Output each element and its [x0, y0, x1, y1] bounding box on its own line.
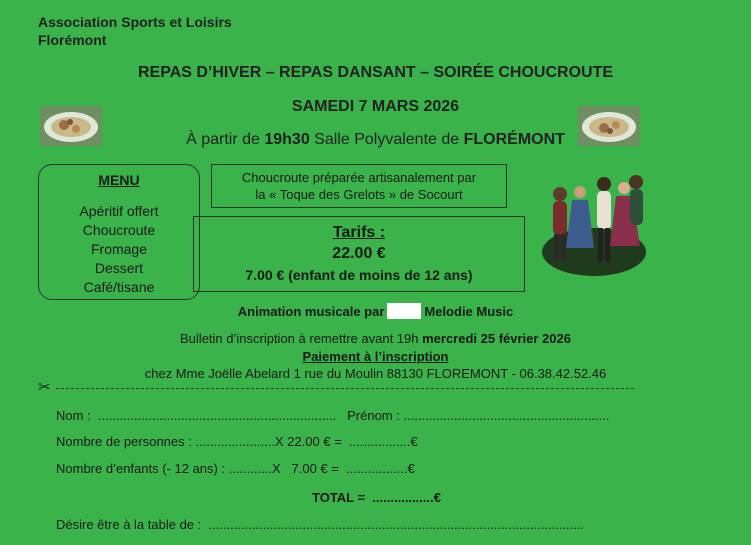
scissors-icon: ✂ — [38, 379, 51, 396]
food-plate-image-left — [40, 106, 102, 146]
menu-item: Dessert — [94, 260, 144, 276]
form-total-line[interactable] — [312, 490, 441, 505]
price-child: 7.00 € (enfant de moins de 12 ans) — [245, 267, 473, 283]
menu-item: Fromage — [90, 241, 148, 257]
registration-deadline — [0, 331, 751, 346]
form-children-line[interactable]: Nombre d’enfants (- 12 ans) : ............X 7.00 € = .................€ — [56, 461, 415, 476]
form-name-line[interactable]: Nom : .................................................................. Prénom : ......................................................... — [56, 408, 610, 423]
music-animation — [0, 303, 751, 319]
menu-list — [38, 202, 200, 297]
form-total-text: TOTAL = .................€ — [312, 490, 441, 505]
event-date: SAMEDI 7 MARS 2026 — [291, 98, 460, 115]
payment-note: Paiement à l’inscription — [302, 349, 449, 364]
redacted-block — [387, 303, 421, 319]
deadline-prefix: Bulletin d’inscription à remettre avant 19h — [180, 331, 423, 346]
food-plate-image-right — [578, 106, 640, 146]
venue-mid: Salle Polyvalente de — [309, 131, 464, 148]
event-title: REPAS D’HIVER – REPAS DANSANT – SOIRÉE CHOUCROUTE — [137, 64, 614, 81]
form-persons-line[interactable]: Nombre de personnes : ......................X 22.00 € = .................€ — [56, 434, 418, 449]
venue-time: 19h30 — [264, 131, 310, 148]
contact-address: chez Mme Joëlle Abelard 1 rue du Moulin 88130 FLOREMONT - 06.38.42.52.46 — [144, 366, 607, 381]
venue-prefix: À partir de — [186, 131, 265, 148]
caterer-line-1: Choucroute préparée artisanalement par — [241, 170, 477, 185]
dancers-illustration — [536, 168, 660, 284]
menu-item: Choucroute — [82, 222, 156, 238]
organization-name — [38, 13, 232, 49]
caterer-line-2: la « Toque des Grelots » de Socourt — [255, 187, 463, 202]
prices-title: Tarifs : — [332, 224, 386, 241]
caterer-info — [211, 169, 507, 203]
menu-title: MENU — [98, 172, 140, 188]
animation-prefix: Animation musicale par — [237, 304, 385, 319]
deadline-date: mercredi 25 février 2026 — [422, 331, 571, 346]
venue-place: FLORÉMONT — [463, 131, 565, 148]
price-adult: 22.00 € — [332, 245, 386, 262]
cut-line — [56, 388, 634, 389]
menu-item: Apéritif offert — [79, 203, 159, 219]
menu-item: Café/tisane — [83, 279, 155, 295]
org-line-1: Association Sports et Loisirs — [38, 14, 232, 30]
org-line-2: Florémont — [38, 32, 107, 48]
animation-suffix: Melodie Music — [424, 304, 514, 319]
form-table-line[interactable]: Désire être à la table de : ........................................................................................................ — [56, 517, 585, 532]
